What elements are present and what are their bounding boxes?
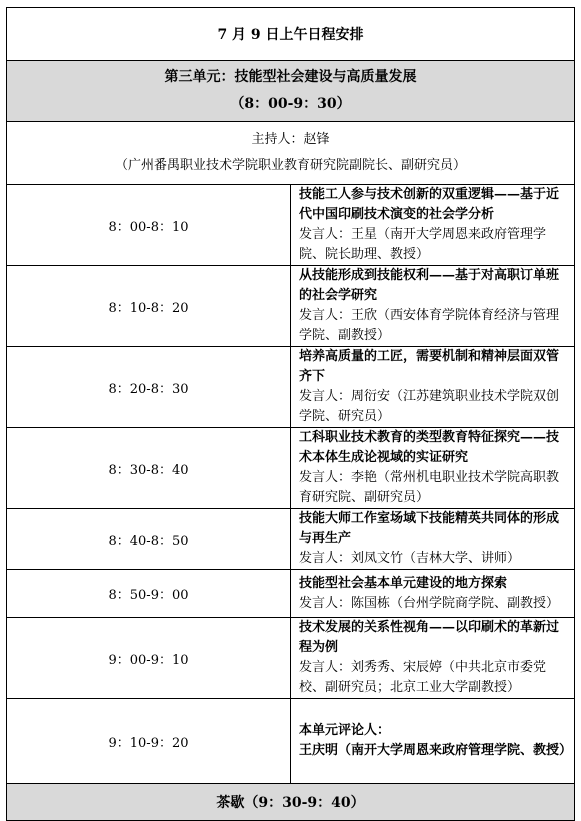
- session-row: [7, 509, 575, 570]
- session-time: 8：40-8：50: [7, 509, 291, 570]
- session-title: 培养高质量的工匠，需要机制和精神层面双管齐下: [299, 349, 560, 384]
- session-title: 工科职业技术教育的类型教育特征探究——技术本体生成论视域的实证研究: [299, 430, 560, 465]
- session-speaker: 发言人：刘秀秀、宋辰婷（中共北京市委党校、副研究员；北京工业大学副教授）: [299, 660, 547, 695]
- session-time: 8：00-8：10: [7, 185, 291, 266]
- session-body: [291, 509, 575, 570]
- session-speaker: 发言人：王欣（西安体育学院体育经济与管理学院、副教授）: [299, 308, 560, 343]
- session-row: [7, 428, 575, 509]
- chair-name: 主持人：赵锋: [251, 132, 330, 147]
- schedule-title: 7 月 9 日上午日程安排: [7, 8, 575, 61]
- review-time: 9：10-9：20: [7, 699, 291, 784]
- review-person: 王庆明（南开大学周恩来政府管理学院、教授）: [299, 743, 573, 758]
- session-title: 从技能形成到技能权利——基于对高职订单班的社会学研究: [299, 268, 560, 303]
- chair-cell: [7, 122, 575, 185]
- session-row: [7, 266, 575, 347]
- session-title: 技能型社会基本单元建设的地方探索: [299, 575, 508, 591]
- session-title: 技能工人参与技术创新的双重逻辑——基于近代中国印刷技术演变的社会学分析: [299, 187, 560, 222]
- session-speaker: 发言人：刘凤文竹（吉林大学、讲师）: [299, 551, 521, 566]
- session-body: [291, 185, 575, 266]
- session-body: [291, 266, 575, 347]
- session-body: [291, 618, 575, 699]
- session-body: [291, 570, 575, 618]
- session-speaker: 发言人：李艳（常州机电职业技术学院高职教育研究院、副研究员）: [299, 470, 560, 505]
- session-speaker: 发言人：陈国栋（台州学院商学院、副教授）: [299, 595, 560, 611]
- session-body: [291, 347, 575, 428]
- session-time: 8：30-8：40: [7, 428, 291, 509]
- schedule-table: [6, 7, 575, 821]
- session-title: 技能大师工作室场域下技能精英共同体的形成与再生产: [299, 511, 560, 546]
- session-row: [7, 618, 575, 699]
- session-speaker: 发言人：周衍安（江苏建筑职业技术学院双创学院、研究员）: [299, 389, 560, 424]
- review-row: [7, 699, 575, 784]
- session-time: 8：50-9：00: [7, 570, 291, 618]
- chair-affiliation: （广州番禺职业技术学院职业教育研究院副院长、副研究员）: [114, 158, 466, 173]
- session-row: [7, 185, 575, 266]
- review-label: 本单元评论人：: [299, 723, 391, 738]
- session-speaker: 发言人：王星（南开大学周恩来政府管理学院、院长助理、教授）: [299, 227, 547, 262]
- unit-time: （8：00-9：30）: [230, 96, 351, 112]
- session-title: 技术发展的关系性视角——以印刷术的革新过程为例: [299, 620, 560, 655]
- session-time: 8：10-8：20: [7, 266, 291, 347]
- session-row: [7, 570, 575, 618]
- tea-break: 茶歇（9：30-9：40）: [7, 784, 575, 821]
- session-time: 8：20-8：30: [7, 347, 291, 428]
- session-row: [7, 347, 575, 428]
- review-body: [291, 699, 575, 784]
- session-body: [291, 428, 575, 509]
- unit-header: [7, 61, 575, 122]
- unit-name: 第三单元：技能型社会建设与高质量发展: [164, 69, 417, 85]
- session-time: 9：00-9：10: [7, 618, 291, 699]
